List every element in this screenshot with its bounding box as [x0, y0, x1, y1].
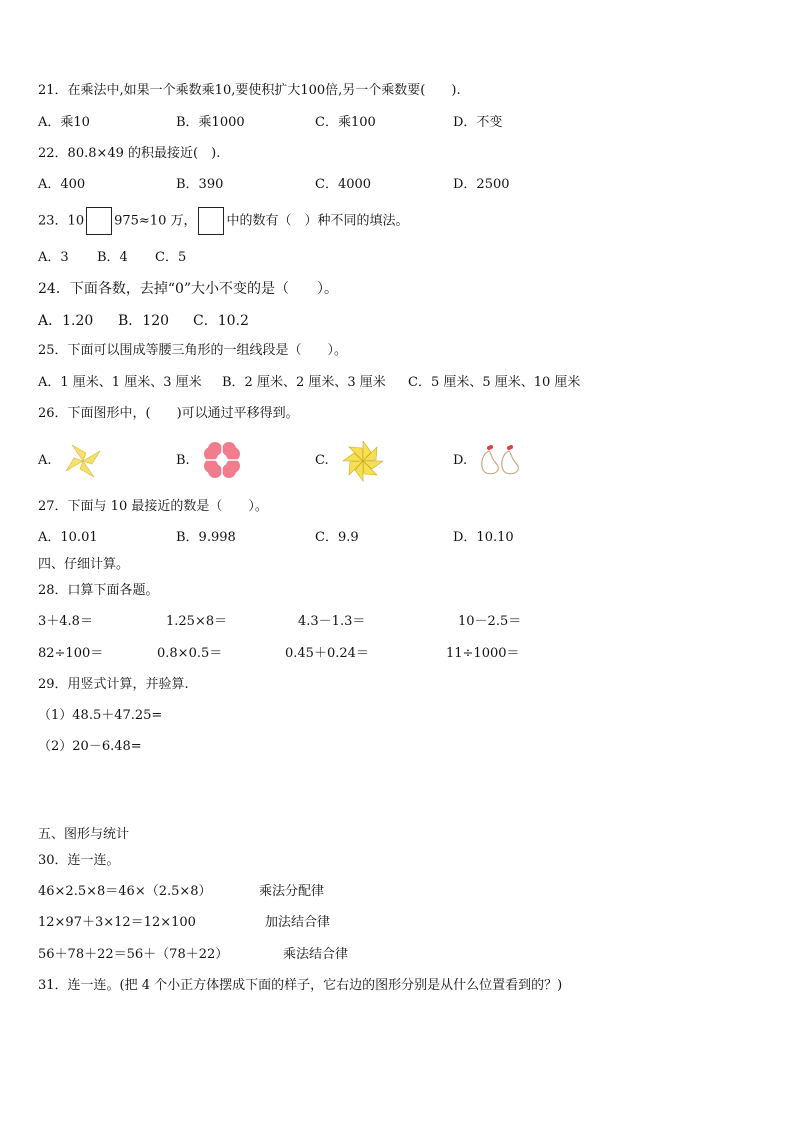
match-left-item[interactable]: 46×2.5×8＝46×（2.5×8）: [38, 884, 212, 899]
option-22-d[interactable]: D．2500: [453, 177, 510, 192]
section-heading-5: 五、图形与统计: [38, 827, 130, 842]
option-25-c[interactable]: C．5 厘米、5 厘米、10 厘米: [408, 375, 581, 390]
option-21-d[interactable]: D．不变: [453, 115, 503, 130]
blank-box[interactable]: [86, 207, 112, 235]
calc-item: 3＋4.8＝: [38, 614, 93, 629]
option-26-b[interactable]: B.: [176, 453, 190, 468]
match-right-item[interactable]: 乘法分配律: [259, 884, 325, 899]
option-27-b[interactable]: B．9.998: [176, 530, 236, 545]
option-21-b[interactable]: B．乘1000: [176, 115, 245, 130]
question-23-part3: 中的数有（ ）种不同的填法。: [226, 213, 409, 229]
calc-item: 0.8×0.5＝: [157, 646, 223, 661]
option-25-b[interactable]: B．2 厘米、2 厘米、3 厘米: [222, 375, 386, 390]
match-right-item[interactable]: 加法结合律: [265, 915, 331, 930]
option-24-c[interactable]: C．10.2: [193, 313, 249, 329]
option-23-b[interactable]: B．4: [97, 250, 128, 265]
vertical-calc-item: （1）48.5＋47.25=: [38, 708, 163, 723]
option-27-c[interactable]: C．9.9: [315, 530, 359, 545]
vertical-calc-item: （2）20－6.48=: [38, 739, 142, 754]
question-27: 27．下面与 10 最接近的数是（ ）。: [38, 499, 268, 514]
option-22-a[interactable]: A．400: [38, 177, 86, 192]
option-21-c[interactable]: C．乘100: [315, 115, 376, 130]
calc-item: 1.25×8＝: [166, 614, 228, 629]
pinwheel-icon: [62, 441, 104, 481]
question-23-part1: 23．10: [38, 213, 85, 229]
option-23-a[interactable]: A．3: [38, 250, 69, 265]
calc-item: 82÷100＝: [38, 646, 104, 661]
question-25: 25．下面可以围成等腰三角形的一组线段是（ ）。: [38, 343, 348, 358]
chickens-icon: [477, 443, 523, 477]
option-26-c[interactable]: C.: [315, 453, 329, 468]
calc-item: 11÷1000＝: [446, 646, 520, 661]
pinwheel-star-icon: [340, 438, 386, 484]
calc-item: 4.3－1.3＝: [298, 614, 366, 629]
question-31: 31．连一连。(把 4 个小正方体摆成下面的样子，它右边的图形分别是从什么位置看到的？): [38, 978, 563, 993]
question-23: [38, 207, 409, 236]
question-26: 26．下面图形中，( )可以通过平移得到。: [38, 406, 299, 421]
option-23-c[interactable]: C．5: [155, 250, 187, 265]
blank-box[interactable]: [198, 207, 224, 235]
hearts-flower-icon: [200, 438, 244, 482]
calc-item: 0.45＋0.24＝: [285, 646, 369, 661]
question-24: 24．下面各数，去掉“0”大小不变的是（ ）。: [38, 281, 339, 297]
option-25-a[interactable]: A．1 厘米、1 厘米、3 厘米: [38, 375, 202, 390]
calc-item: 10－2.5＝: [458, 614, 522, 629]
option-26-a[interactable]: A.: [38, 453, 52, 468]
question-21: 21．在乘法中,如果一个乘数乘10,要使积扩大100倍,另一个乘数要( ).: [38, 83, 461, 98]
match-left-item[interactable]: 12×97＋3×12＝12×100: [38, 915, 196, 930]
option-22-c[interactable]: C．4000: [315, 177, 372, 192]
question-23-part2: 975≈10 万，: [114, 213, 197, 229]
option-27-d[interactable]: D．10.10: [453, 530, 514, 545]
question-22: 22．80.8×49 的积最接近( ).: [38, 146, 221, 161]
match-left-item[interactable]: 56＋78＋22＝56＋（78＋22）: [38, 947, 229, 962]
question-29: 29．用竖式计算，并验算.: [38, 677, 189, 692]
option-24-b[interactable]: B．120: [118, 313, 170, 329]
match-right-item[interactable]: 乘法结合律: [283, 947, 349, 962]
option-27-a[interactable]: A．10.01: [38, 530, 98, 545]
question-30: 30．连一连。: [38, 853, 120, 868]
option-22-b[interactable]: B．390: [176, 177, 224, 192]
option-26-d[interactable]: D.: [453, 453, 468, 468]
section-heading-4: 四、仔细计算。: [38, 557, 130, 572]
question-28: 28．口算下面各题。: [38, 583, 159, 598]
option-24-a[interactable]: A．1.20: [38, 313, 94, 329]
option-21-a[interactable]: A．乘10: [38, 115, 90, 130]
